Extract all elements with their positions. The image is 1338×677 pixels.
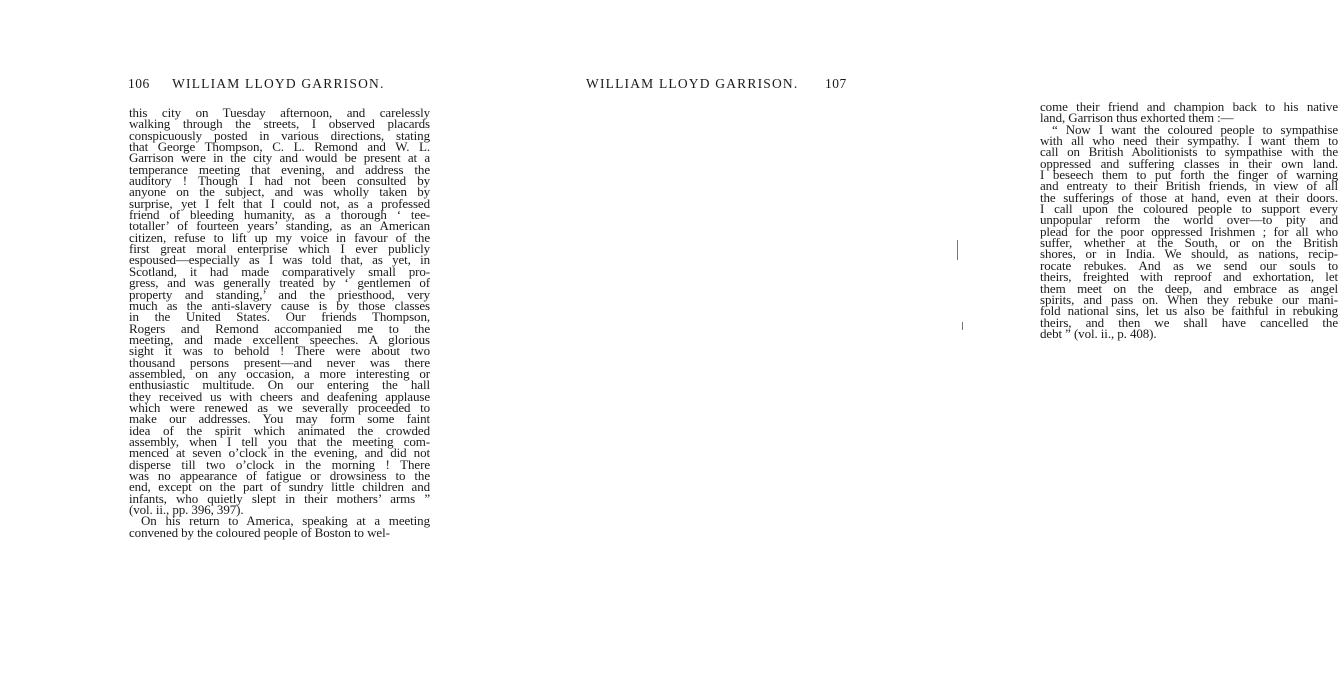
text-line: debt ” (vol. ii., p. 408). [1040, 325, 1157, 341]
page-edge-mark [957, 240, 958, 260]
text-line: first great moral enterprise which I ever publicly [129, 241, 430, 257]
text-line: disperse till two o’clock in the morning ! There [129, 456, 430, 472]
text-line: in the United States. Our friends Thompson, [129, 309, 430, 325]
text-line: anyone on the subject, and was wholly taken by [129, 184, 430, 200]
text-line: surprise, yet I felt that I could not, as a professed [129, 195, 430, 211]
text-line: fold national sins, let us also be faithful in rebuking [1040, 303, 1338, 319]
text-line: make our addresses. You may form some faint [129, 411, 430, 427]
left-running-head: WILLIAM LLOYD GARRISON. [172, 76, 385, 91]
text-line: the sufferings of those at hand, even at their doors. [1040, 189, 1338, 205]
right-page-body [1040, 101, 1338, 339]
text-line: Rogers and Remond accompanied me to the [129, 320, 430, 336]
text-line: totaller’ of fourteen years’ standing, as an American [129, 218, 430, 234]
page-edge-mark [962, 322, 963, 330]
text-line: oppressed and suffering classes in their own land. [1040, 155, 1338, 171]
text-line: that George Thompson, C. L. Remond and W. L. [129, 139, 430, 155]
text-line: they received us with cheers and deafening applause [129, 388, 430, 404]
text-line: Garrison were in the city and would be present at a [129, 150, 430, 166]
text-line: come their friend and champion back to his native [1040, 99, 1338, 114]
text-line: much as the anti-slavery cause is by those classes [129, 297, 430, 313]
text-line: rocate rebukes. And as we send our souls to [1040, 257, 1338, 273]
text-line: meeting, and made excellent speeches. A glorious [129, 331, 430, 347]
text-line: theirs, freighted with reproof and exhortation, let [1040, 269, 1338, 285]
text-line: thousand persons present—and never was there [129, 354, 430, 370]
text-line: friend of bleeding humanity, as a thorough ‘ tee- [129, 207, 430, 223]
text-line: shores, or in India. We should, as nations, recip- [1040, 246, 1338, 262]
text-line: I beseech them to put forth the finger of warning [1040, 167, 1338, 183]
left-page-body [129, 107, 430, 538]
text-line: convened by the coloured people of Boston to wel- [129, 524, 390, 540]
right-page-header [586, 76, 847, 92]
text-line: infants, who quietly slept in their mothers’ arms ” [129, 490, 430, 506]
text-line: enthusiastic multitude. On our entering the hall [129, 377, 430, 393]
text-line: walking through the streets, I observed placards [129, 116, 430, 132]
left-page-number: 106 [128, 76, 150, 91]
text-line: this city on Tuesday afternoon, and carelessly [129, 105, 430, 120]
text-line: espoused—especially as I was told that, as yet, in [129, 252, 430, 268]
text-line: spirits, and pass on. When they rebuke our mani- [1040, 291, 1338, 307]
left-page [0, 0, 490, 677]
right-page-number: 107 [825, 76, 847, 91]
text-line: menced at seven o’clock in the evening, and did not [129, 445, 430, 461]
text-line: gress, and was generally treated by ‘ gentlemen of [129, 275, 430, 291]
text-line: idea of the spirit which animated the crowded [129, 422, 430, 438]
text-line: was no appearance of fatigue or drowsiness to the [129, 468, 430, 483]
text-line: plead for the poor oppressed Irishmen ; for all who [1040, 223, 1338, 239]
text-line: land, Garrison thus exhorted them :— [1040, 110, 1234, 126]
text-line: auditory ! Though I had not been consulted by [129, 173, 430, 189]
text-line: assembly, when I tell you that the meeting com- [129, 433, 430, 449]
text-line: (vol. ii., pp. 396, 397). [129, 502, 244, 518]
text-line: I call upon the coloured people to support every [1040, 201, 1338, 217]
text-line: sight it was to behold ! There were about two [129, 343, 430, 359]
text-line: with all who need their sympathy. I want them to [1040, 133, 1338, 149]
text-line: “ Now I want the coloured people to sympathise [1052, 121, 1338, 137]
text-line: unpopular reform the world over—to pity and [1040, 212, 1338, 228]
text-line: theirs, and then we shall have cancelled the [1040, 314, 1338, 330]
text-line: temperance meeting that evening, and address the [129, 161, 430, 177]
text-line: Scotland, it had made comparatively small pro- [129, 263, 430, 279]
text-line: suffer, whether at the South, or on the British [1040, 235, 1338, 251]
text-line: On his return to America, speaking at a meeting [141, 513, 430, 529]
text-line: which were renewed as we severally proceeded to [129, 399, 430, 415]
text-line: them meet on the deep, and embrace as angel [1040, 280, 1338, 296]
text-line: end, except on the part of sundry little children and [129, 479, 430, 495]
text-line: call on British Abolitionists to sympathise with the [1040, 144, 1338, 160]
text-line: citizen, refuse to lift up my voice in favour of the [129, 229, 430, 245]
left-page-header [128, 76, 385, 92]
text-line: conspicuously posted in various directions, stating [129, 127, 430, 143]
text-line: assembled, on any occasion, a more interesting or [129, 365, 430, 381]
text-line: and entreaty to their British friends, in view of all [1040, 178, 1338, 194]
right-page [490, 0, 1338, 677]
right-running-head: WILLIAM LLOYD GARRISON. [586, 76, 799, 91]
text-line: property and standing,’ and the priesthood, very [129, 286, 430, 302]
